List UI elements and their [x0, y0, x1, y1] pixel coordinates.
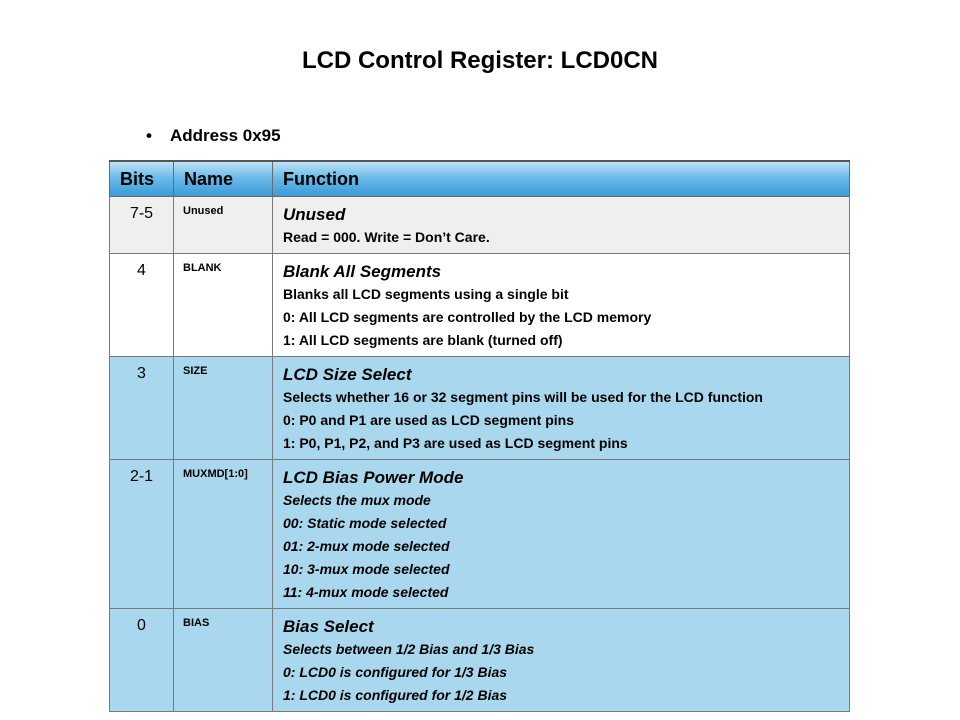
bits-cell: 2-1 [110, 460, 174, 609]
name-cell: Unused [174, 197, 273, 254]
address-text: Address 0x95 [170, 126, 281, 145]
slide-title: LCD Control Register: LCD0CN [301, 47, 658, 74]
table-row [110, 460, 850, 609]
function-line: Selects whether 16 or 32 segment pins will be used for the LCD function [283, 389, 763, 405]
function-title: LCD Size Select [283, 365, 412, 384]
function-line: 01: 2-mux mode selected [283, 538, 450, 554]
function-title: Blank All Segments [283, 262, 442, 281]
bits-cell: 4 [110, 254, 174, 357]
table-row [110, 357, 850, 460]
bits-cell: 7-5 [110, 197, 174, 254]
function-line: 1: LCD0 is configured for 1/2 Bias [283, 687, 508, 703]
name-cell: BLANK [174, 254, 273, 357]
header-bits: Bits [110, 161, 174, 197]
name-cell: MUXMD[1:0] [174, 460, 273, 609]
function-line: 0: All LCD segments are controlled by the LCD memory [283, 309, 652, 325]
bits-cell: 3 [110, 357, 174, 460]
register-table [109, 160, 850, 712]
table-header-row [110, 161, 850, 197]
function-line: Read = 000. Write = Don’t Care. [283, 229, 490, 245]
name-cell: BIAS [174, 609, 273, 712]
table-row [110, 609, 850, 712]
address-bullet [146, 126, 281, 146]
function-line: 1: P0, P1, P2, and P3 are used as LCD segment pins [283, 435, 628, 451]
header-function: Function [273, 161, 850, 197]
function-line: 0: P0 and P1 are used as LCD segment pins [283, 412, 574, 428]
table-row [110, 197, 850, 254]
name-cell: SIZE [174, 357, 273, 460]
bullet-dot-icon: • [146, 126, 152, 145]
function-line: Selects between 1/2 Bias and 1/3 Bias [283, 641, 535, 657]
function-cell [273, 609, 850, 712]
function-cell [273, 460, 850, 609]
function-cell [273, 357, 850, 460]
function-line: 00: Static mode selected [283, 515, 447, 531]
function-cell [273, 197, 850, 254]
function-line: Blanks all LCD segments using a single bit [283, 286, 569, 302]
function-title: LCD Bias Power Mode [283, 468, 464, 487]
function-line: 10: 3-mux mode selected [283, 561, 450, 577]
function-line: 11: 4-mux mode selected [283, 584, 449, 600]
function-title: Bias Select [283, 617, 374, 636]
bits-cell: 0 [110, 609, 174, 712]
function-line: Selects the mux mode [283, 492, 431, 508]
table-row [110, 254, 850, 357]
header-name: Name [174, 161, 273, 197]
function-line: 1: All LCD segments are blank (turned off) [283, 332, 563, 348]
function-line: 0: LCD0 is configured for 1/3 Bias [283, 664, 508, 680]
function-cell [273, 254, 850, 357]
function-title: Unused [283, 205, 346, 224]
